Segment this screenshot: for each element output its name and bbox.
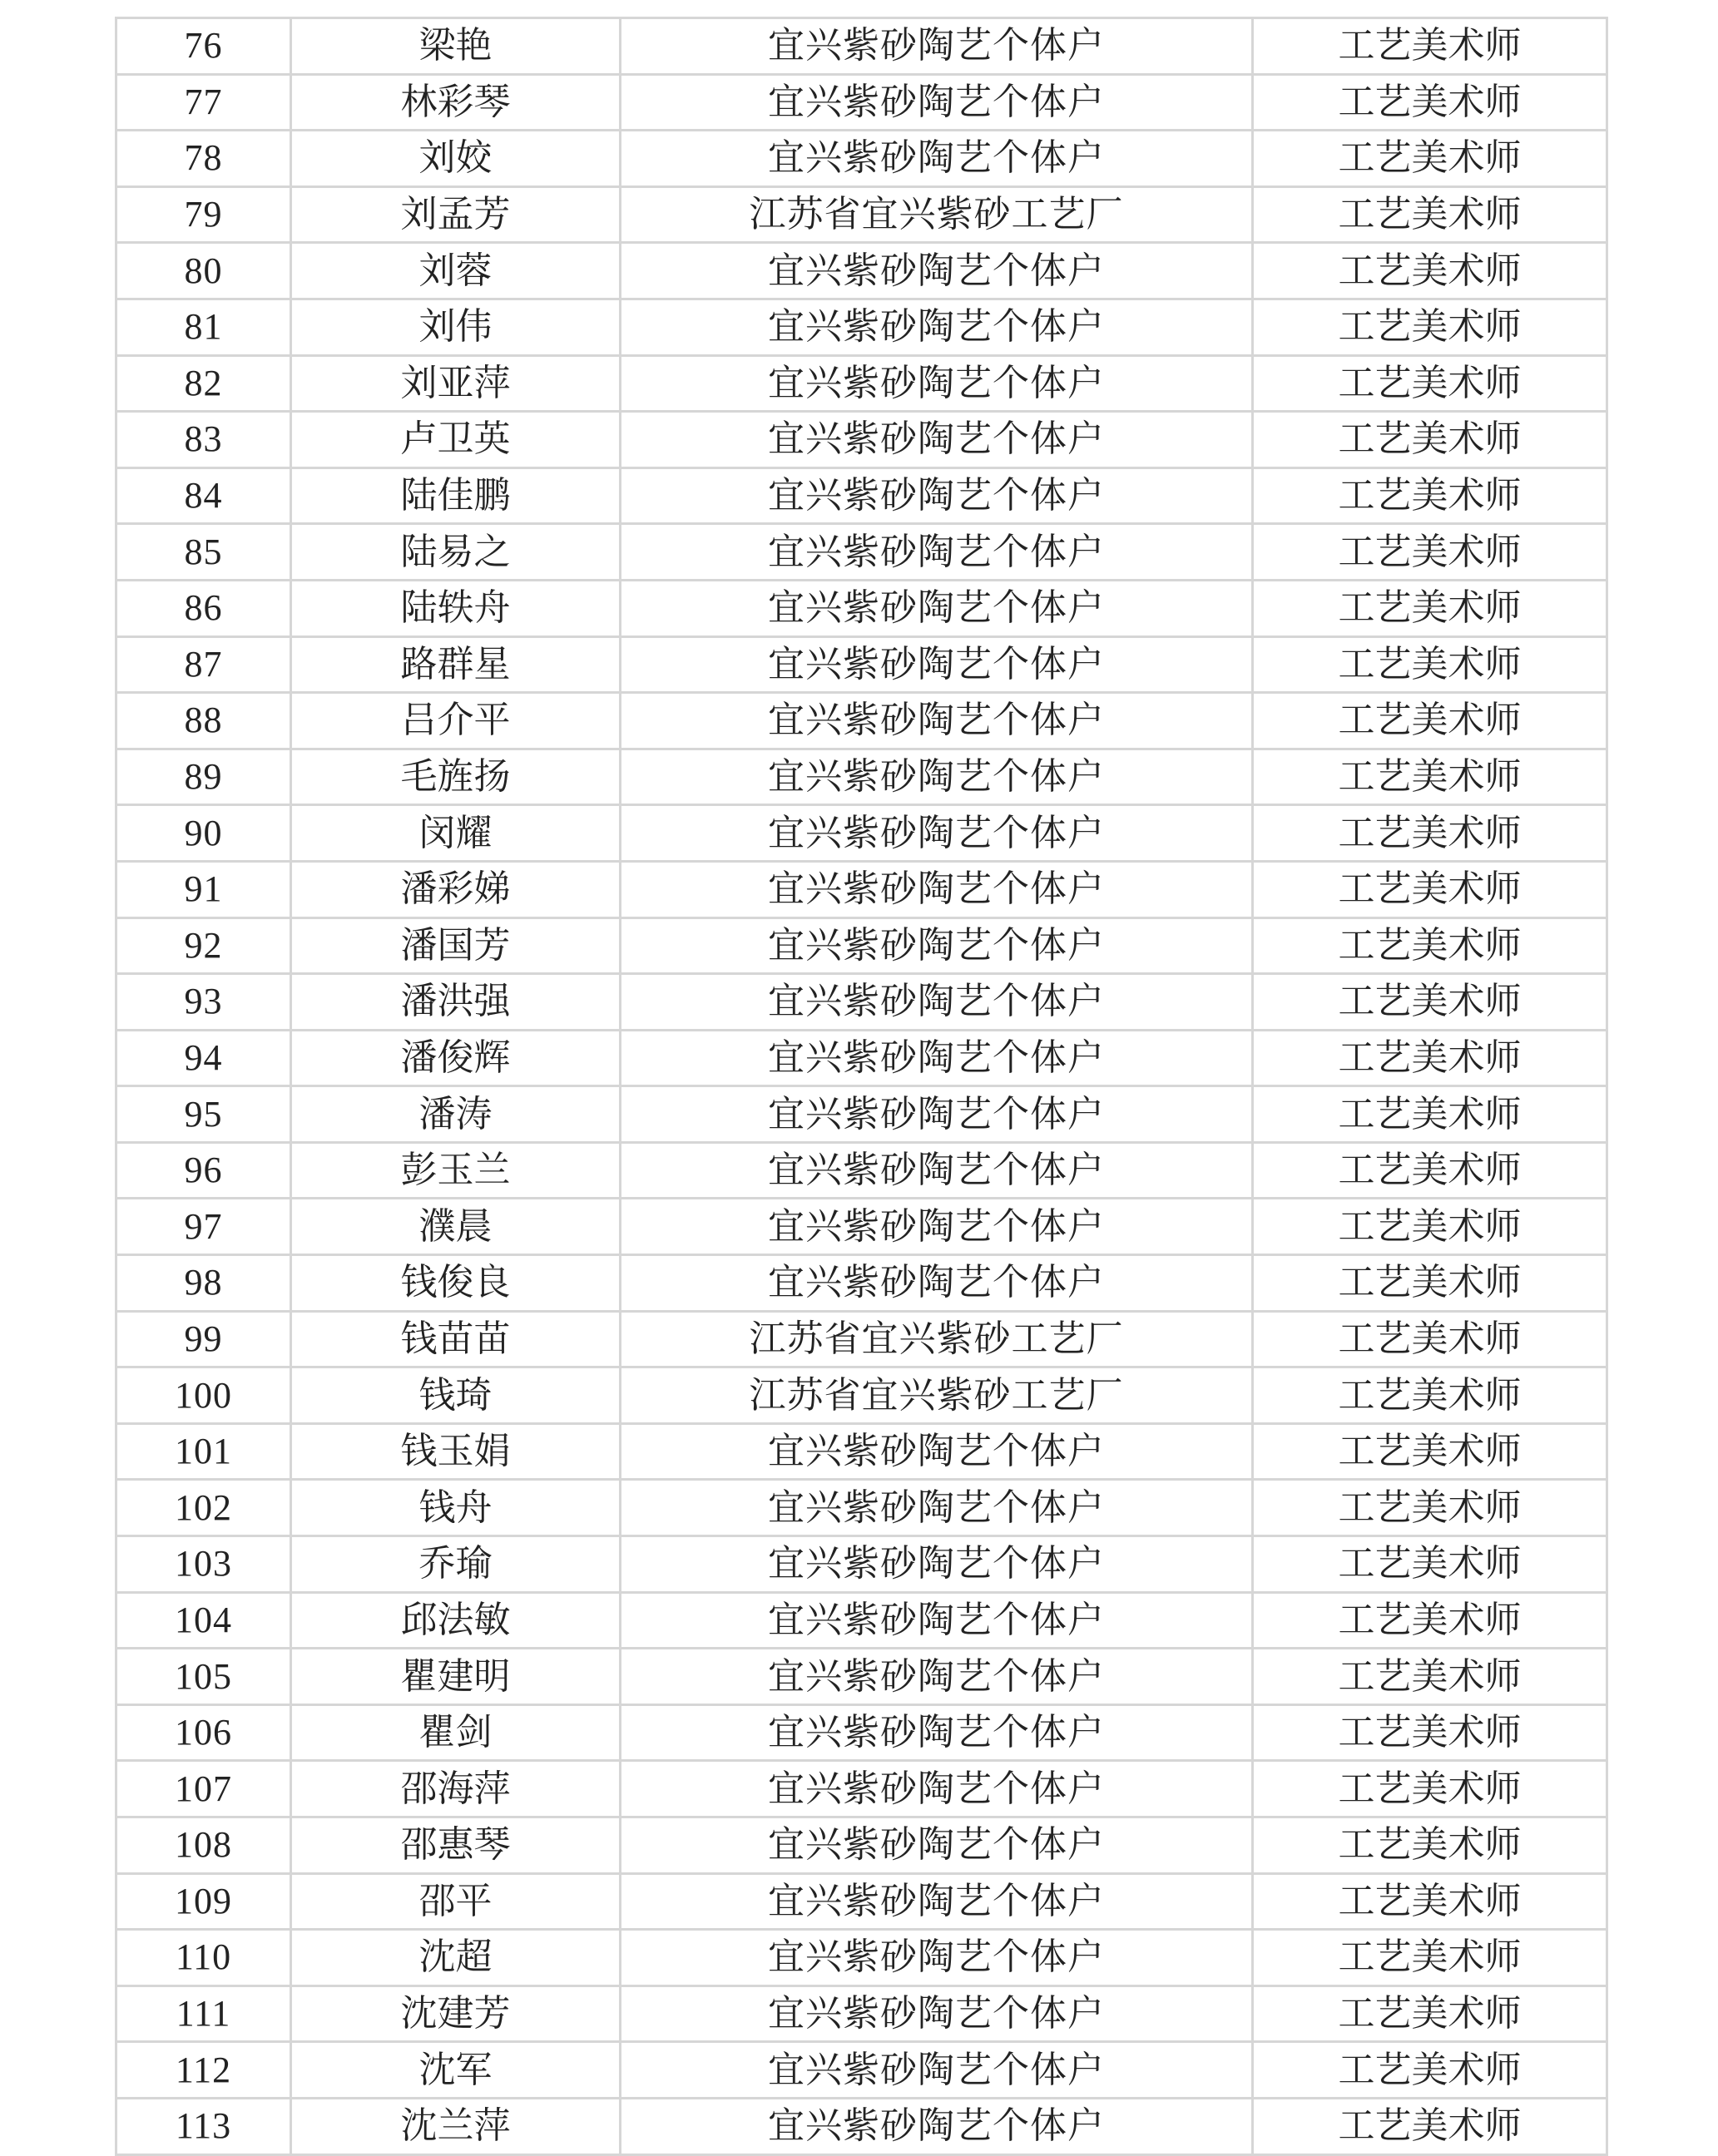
- title-cell: 工艺美术师: [1253, 1311, 1607, 1367]
- title-cell: 工艺美术师: [1253, 1086, 1607, 1143]
- table-row: [116, 1311, 1607, 1367]
- row-number-cell: 104: [116, 1592, 291, 1649]
- table-row: [116, 1649, 1607, 1705]
- unit-cell: 宜兴紫砂陶艺个体户: [621, 861, 1253, 917]
- unit-cell: 宜兴紫砂陶艺个体户: [621, 355, 1253, 412]
- name-cell: 瞿剑: [291, 1704, 621, 1761]
- name-cell: 林彩琴: [291, 74, 621, 131]
- title-cell: 工艺美术师: [1253, 467, 1607, 524]
- unit-cell: 宜兴紫砂陶艺个体户: [621, 524, 1253, 581]
- unit-cell: 宜兴紫砂陶艺个体户: [621, 1649, 1253, 1705]
- row-number-cell: 95: [116, 1086, 291, 1143]
- unit-cell: 宜兴紫砂陶艺个体户: [621, 1086, 1253, 1143]
- unit-cell: 宜兴紫砂陶艺个体户: [621, 1142, 1253, 1199]
- title-cell: 工艺美术师: [1253, 636, 1607, 693]
- table-row: [116, 186, 1607, 243]
- unit-cell: 宜兴紫砂陶艺个体户: [621, 749, 1253, 805]
- table-row: [116, 412, 1607, 468]
- title-cell: 工艺美术师: [1253, 1480, 1607, 1536]
- name-cell: 邵平: [291, 1873, 621, 1930]
- title-cell: 工艺美术师: [1253, 1649, 1607, 1705]
- table-row: [116, 299, 1607, 355]
- name-cell: 沈兰萍: [291, 2098, 621, 2154]
- row-number-cell: 80: [116, 243, 291, 299]
- row-number-cell: 91: [116, 861, 291, 917]
- name-cell: 沈军: [291, 2042, 621, 2099]
- title-cell: 工艺美术师: [1253, 1761, 1607, 1817]
- row-number-cell: 78: [116, 131, 291, 187]
- name-cell: 陆佳鹏: [291, 467, 621, 524]
- row-number-cell: 97: [116, 1199, 291, 1255]
- row-number-cell: 105: [116, 1649, 291, 1705]
- name-cell: 毛旌扬: [291, 749, 621, 805]
- row-number-cell: 93: [116, 974, 291, 1031]
- roster-table: [115, 17, 1608, 2156]
- row-number-cell: 94: [116, 1030, 291, 1086]
- unit-cell: 宜兴紫砂陶艺个体户: [621, 805, 1253, 862]
- unit-cell: 宜兴紫砂陶艺个体户: [621, 1199, 1253, 1255]
- name-cell: 卢卫英: [291, 412, 621, 468]
- unit-cell: 宜兴紫砂陶艺个体户: [621, 1030, 1253, 1086]
- unit-cell: 宜兴紫砂陶艺个体户: [621, 580, 1253, 636]
- unit-cell: 江苏省宜兴紫砂工艺厂: [621, 1367, 1253, 1424]
- unit-cell: 宜兴紫砂陶艺个体户: [621, 1423, 1253, 1480]
- table-row: [116, 1536, 1607, 1593]
- row-number-cell: 111: [116, 1985, 291, 2042]
- name-cell: 乔瑜: [291, 1536, 621, 1593]
- title-cell: 工艺美术师: [1253, 917, 1607, 974]
- unit-cell: 宜兴紫砂陶艺个体户: [621, 467, 1253, 524]
- table-row: [116, 18, 1607, 75]
- title-cell: 工艺美术师: [1253, 2042, 1607, 2099]
- table-row: [116, 467, 1607, 524]
- roster-body: [116, 18, 1607, 2155]
- title-cell: 工艺美术师: [1253, 1873, 1607, 1930]
- row-number-cell: 109: [116, 1873, 291, 1930]
- title-cell: 工艺美术师: [1253, 1704, 1607, 1761]
- title-cell: 工艺美术师: [1253, 74, 1607, 131]
- title-cell: 工艺美术师: [1253, 2098, 1607, 2154]
- table-row: [116, 1592, 1607, 1649]
- table-row: [116, 1423, 1607, 1480]
- name-cell: 刘孟芳: [291, 186, 621, 243]
- title-cell: 工艺美术师: [1253, 355, 1607, 412]
- table-row: [116, 1930, 1607, 1986]
- table-row: [116, 1817, 1607, 1874]
- title-cell: 工艺美术师: [1253, 580, 1607, 636]
- unit-cell: 宜兴紫砂陶艺个体户: [621, 1873, 1253, 1930]
- title-cell: 工艺美术师: [1253, 186, 1607, 243]
- unit-cell: 宜兴紫砂陶艺个体户: [621, 2098, 1253, 2154]
- title-cell: 工艺美术师: [1253, 1255, 1607, 1312]
- name-cell: 瞿建明: [291, 1649, 621, 1705]
- row-number-cell: 77: [116, 74, 291, 131]
- row-number-cell: 84: [116, 467, 291, 524]
- row-number-cell: 92: [116, 917, 291, 974]
- name-cell: 钱琦: [291, 1367, 621, 1424]
- table-row: [116, 1199, 1607, 1255]
- title-cell: 工艺美术师: [1253, 1817, 1607, 1874]
- unit-cell: 宜兴紫砂陶艺个体户: [621, 1480, 1253, 1536]
- unit-cell: 宜兴紫砂陶艺个体户: [621, 636, 1253, 693]
- table-row: [116, 693, 1607, 749]
- table-row: [116, 749, 1607, 805]
- title-cell: 工艺美术师: [1253, 1030, 1607, 1086]
- row-number-cell: 83: [116, 412, 291, 468]
- unit-cell: 宜兴紫砂陶艺个体户: [621, 974, 1253, 1031]
- unit-cell: 宜兴紫砂陶艺个体户: [621, 18, 1253, 75]
- unit-cell: 宜兴紫砂陶艺个体户: [621, 1930, 1253, 1986]
- unit-cell: 宜兴紫砂陶艺个体户: [621, 412, 1253, 468]
- table-row: [116, 1142, 1607, 1199]
- row-number-cell: 88: [116, 693, 291, 749]
- title-cell: 工艺美术师: [1253, 693, 1607, 749]
- title-cell: 工艺美术师: [1253, 1985, 1607, 2042]
- table-row: [116, 2042, 1607, 2099]
- table-row: [116, 1367, 1607, 1424]
- table-row: [116, 1480, 1607, 1536]
- row-number-cell: 86: [116, 580, 291, 636]
- table-row: [116, 1873, 1607, 1930]
- title-cell: 工艺美术师: [1253, 1536, 1607, 1593]
- row-number-cell: 99: [116, 1311, 291, 1367]
- table-row: [116, 355, 1607, 412]
- unit-cell: 宜兴紫砂陶艺个体户: [621, 693, 1253, 749]
- table-row: [116, 1761, 1607, 1817]
- name-cell: 邵海萍: [291, 1761, 621, 1817]
- table-row: [116, 524, 1607, 581]
- table-row: [116, 1030, 1607, 1086]
- name-cell: 路群星: [291, 636, 621, 693]
- title-cell: 工艺美术师: [1253, 243, 1607, 299]
- unit-cell: 宜兴紫砂陶艺个体户: [621, 1255, 1253, 1312]
- unit-cell: 宜兴紫砂陶艺个体户: [621, 131, 1253, 187]
- unit-cell: 宜兴紫砂陶艺个体户: [621, 1536, 1253, 1593]
- name-cell: 潘俊辉: [291, 1030, 621, 1086]
- table-row: [116, 861, 1607, 917]
- row-number-cell: 112: [116, 2042, 291, 2099]
- row-number-cell: 108: [116, 1817, 291, 1874]
- row-number-cell: 101: [116, 1423, 291, 1480]
- row-number-cell: 107: [116, 1761, 291, 1817]
- table-row: [116, 636, 1607, 693]
- name-cell: 潘国芳: [291, 917, 621, 974]
- row-number-cell: 87: [116, 636, 291, 693]
- name-cell: 钱舟: [291, 1480, 621, 1536]
- name-cell: 钱俊良: [291, 1255, 621, 1312]
- title-cell: 工艺美术师: [1253, 299, 1607, 355]
- row-number-cell: 100: [116, 1367, 291, 1424]
- table-row: [116, 1704, 1607, 1761]
- name-cell: 陆易之: [291, 524, 621, 581]
- title-cell: 工艺美术师: [1253, 18, 1607, 75]
- title-cell: 工艺美术师: [1253, 805, 1607, 862]
- name-cell: 彭玉兰: [291, 1142, 621, 1199]
- name-cell: 钱玉娟: [291, 1423, 621, 1480]
- title-cell: 工艺美术师: [1253, 749, 1607, 805]
- name-cell: 邱法敏: [291, 1592, 621, 1649]
- row-number-cell: 103: [116, 1536, 291, 1593]
- name-cell: 陆轶舟: [291, 580, 621, 636]
- table-row: [116, 974, 1607, 1031]
- name-cell: 梁艳: [291, 18, 621, 75]
- unit-cell: 宜兴紫砂陶艺个体户: [621, 2042, 1253, 2099]
- unit-cell: 宜兴紫砂陶艺个体户: [621, 243, 1253, 299]
- title-cell: 工艺美术师: [1253, 1592, 1607, 1649]
- row-number-cell: 82: [116, 355, 291, 412]
- row-number-cell: 85: [116, 524, 291, 581]
- table-row: [116, 1985, 1607, 2042]
- title-cell: 工艺美术师: [1253, 1199, 1607, 1255]
- table-row: [116, 917, 1607, 974]
- title-cell: 工艺美术师: [1253, 1142, 1607, 1199]
- title-cell: 工艺美术师: [1253, 524, 1607, 581]
- name-cell: 刘伟: [291, 299, 621, 355]
- unit-cell: 宜兴紫砂陶艺个体户: [621, 1761, 1253, 1817]
- table-row: [116, 74, 1607, 131]
- name-cell: 沈超: [291, 1930, 621, 1986]
- unit-cell: 江苏省宜兴紫砂工艺厂: [621, 1311, 1253, 1367]
- title-cell: 工艺美术师: [1253, 412, 1607, 468]
- row-number-cell: 79: [116, 186, 291, 243]
- unit-cell: 宜兴紫砂陶艺个体户: [621, 299, 1253, 355]
- row-number-cell: 98: [116, 1255, 291, 1312]
- name-cell: 闵耀: [291, 805, 621, 862]
- title-cell: 工艺美术师: [1253, 131, 1607, 187]
- row-number-cell: 81: [116, 299, 291, 355]
- table-row: [116, 243, 1607, 299]
- unit-cell: 宜兴紫砂陶艺个体户: [621, 74, 1253, 131]
- unit-cell: 江苏省宜兴紫砂工艺厂: [621, 186, 1253, 243]
- title-cell: 工艺美术师: [1253, 1930, 1607, 1986]
- table-row: [116, 805, 1607, 862]
- name-cell: 潘洪强: [291, 974, 621, 1031]
- unit-cell: 宜兴紫砂陶艺个体户: [621, 1817, 1253, 1874]
- name-cell: 刘姣: [291, 131, 621, 187]
- unit-cell: 宜兴紫砂陶艺个体户: [621, 1985, 1253, 2042]
- unit-cell: 宜兴紫砂陶艺个体户: [621, 1704, 1253, 1761]
- title-cell: 工艺美术师: [1253, 974, 1607, 1031]
- name-cell: 潘彩娣: [291, 861, 621, 917]
- row-number-cell: 76: [116, 18, 291, 75]
- unit-cell: 宜兴紫砂陶艺个体户: [621, 917, 1253, 974]
- name-cell: 刘蓉: [291, 243, 621, 299]
- title-cell: 工艺美术师: [1253, 1367, 1607, 1424]
- name-cell: 沈建芳: [291, 1985, 621, 2042]
- row-number-cell: 110: [116, 1930, 291, 1986]
- name-cell: 钱苗苗: [291, 1311, 621, 1367]
- table-row: [116, 1255, 1607, 1312]
- name-cell: 刘亚萍: [291, 355, 621, 412]
- name-cell: 吕介平: [291, 693, 621, 749]
- title-cell: 工艺美术师: [1253, 1423, 1607, 1480]
- row-number-cell: 96: [116, 1142, 291, 1199]
- row-number-cell: 106: [116, 1704, 291, 1761]
- row-number-cell: 102: [116, 1480, 291, 1536]
- row-number-cell: 113: [116, 2098, 291, 2154]
- title-cell: 工艺美术师: [1253, 861, 1607, 917]
- table-row: [116, 580, 1607, 636]
- name-cell: 邵惠琴: [291, 1817, 621, 1874]
- table-row: [116, 131, 1607, 187]
- unit-cell: 宜兴紫砂陶艺个体户: [621, 1592, 1253, 1649]
- row-number-cell: 89: [116, 749, 291, 805]
- table-row: [116, 2098, 1607, 2154]
- row-number-cell: 90: [116, 805, 291, 862]
- name-cell: 濮晨: [291, 1199, 621, 1255]
- table-row: [116, 1086, 1607, 1143]
- name-cell: 潘涛: [291, 1086, 621, 1143]
